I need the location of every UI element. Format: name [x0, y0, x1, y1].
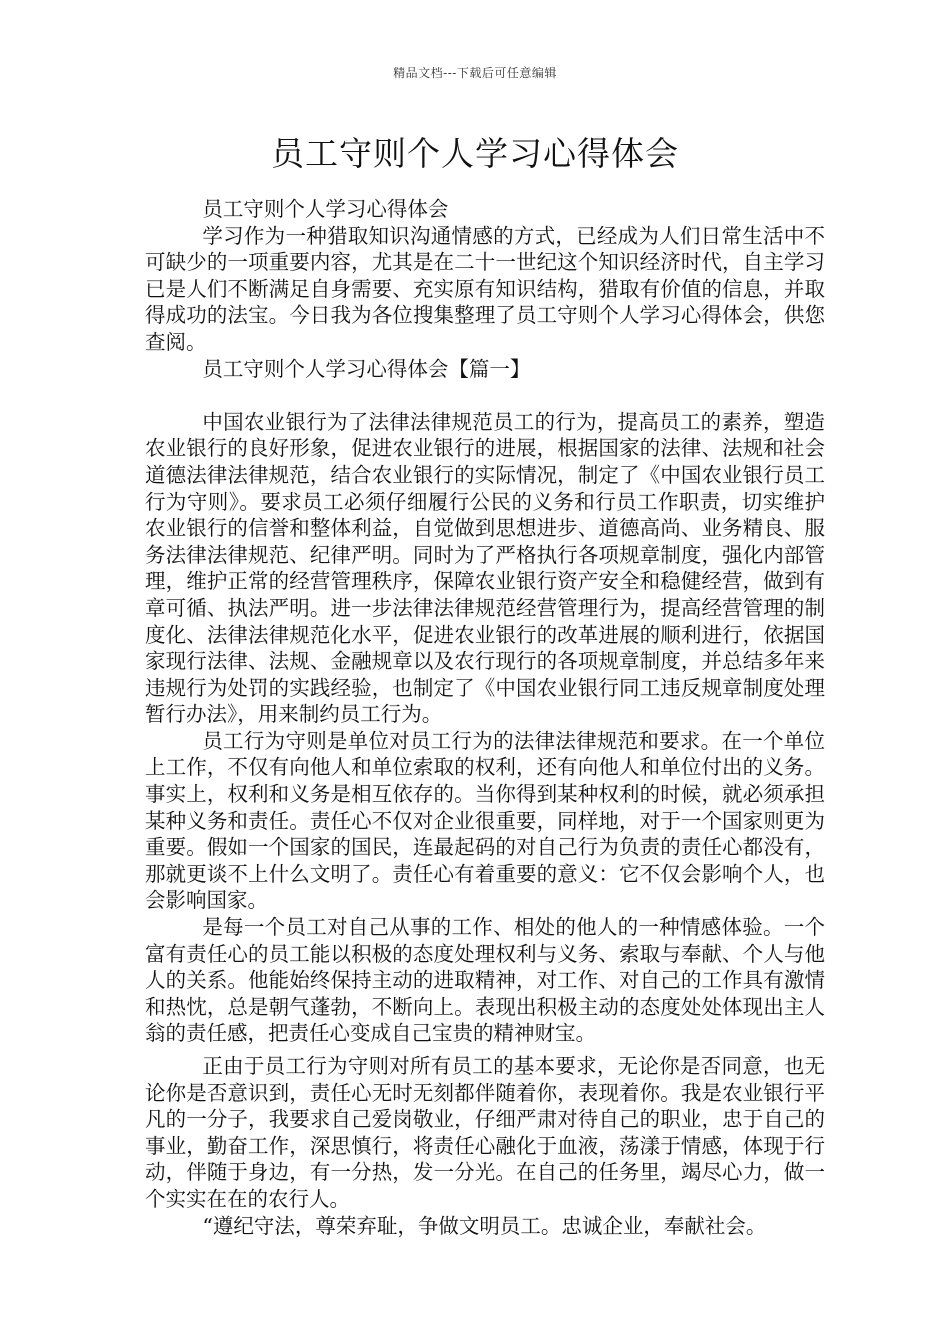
- body-paragraph: “遵纪守法，尊荣弃耻，争做文明员工。忠诚企业，奉献社会。: [202, 1213, 767, 1238]
- body-paragraph: 员工行为守则是单位对员工行为的法律法律规范和要求。在一个单位上工作，不仅有向他人和单位索取的权利，还有向他人和单位付出的义务。事实上，权利和义务是相互依存的。当你得到某种权利的时候，就必须承担某种义务和责任。责任心不仅对企业很重要，同样地，对于一个国家则更为重要。假如一个国家的国民，连最起码的对自己行为负责的责任心都没有，那就更谈不上什么文明了。责任心有着重要的意义：它不仅会影响个人，也会影响国家。: [145, 728, 825, 913]
- document-title: 员工守则个人学习心得体会: [271, 134, 679, 173]
- body-paragraph: 中国农业银行为了法律法律规范员工的行为，提高员工的素养，塑造农业银行的良好形象，促进农业银行的进展，根据国家的法律、法规和社会道德法律法律规范，结合农业银行的实际情况，制定了《中国农业银行员工行为守则》。要求员工必须仔细履行公民的义务和行员工作职责，切实维护农业银行的信誉和整体利益，自觉做到思想进步、道德高尚、业务精良、服务法律法律规范、纪律严明。同时为了严格执行各项规章制度，强化内部管理，维护正常的经营管理秩序，保障农业银行资产安全和稳健经营，做到有章可循、执法严明。进一步法律法律规范经营管理行为，提高经营管理的制度化、法律法律规范化水平，促进农业银行的改革进展的顺利进行，依据国家现行法律、法规、金融规章以及农行现行的各项规章制度，并总结多年来违规行为处罚的实践经验，也制定了《中国农业银行同工违反规章制度处理暂行办法》，用来制约员工行为。: [145, 409, 825, 727]
- body-paragraph: 正由于员工行为守则对所有员工的基本要求，无论你是否同意，也无论你是否意识到，责任心无时无刻都伴随着你，表现着你。我是农业银行平凡的一分子，我要求自己爱岗敬业，仔细严肃对待自己的职业，忠于自己的事业，勤奋工作，深思慎行，将责任心融化于血液，荡漾于情感，体现于行动，伴随于身边，有一分热，发一分光。在自己的任务里，竭尽心力，做一个实实在在的农行人。: [145, 1054, 825, 1211]
- body-paragraph: 是每一个员工对自己从事的工作、相处的他人的一种情感体验。一个富有责任心的员工能以积极的态度处理权利与义务、索取与奉献、个人与他人的关系。他能始终保持主动的进取精神，对工作、对自己的工作具有激情和热忱，总是朝气蓬勃，不断向上。表现出积极主动的态度处处体现出主人翁的责任感，把责任心变成自己宝贵的精神财宝。: [145, 915, 825, 1046]
- intro-heading: 员工守则个人学习心得体会: [202, 197, 449, 221]
- header-note: 精品文档---下载后可任意编辑: [393, 66, 557, 80]
- intro-paragraph: 学习作为一种猎取知识沟通情感的方式，已经成为人们日常生活中不可缺少的一项重要内容，尤其是在二十一世纪这个知识经济时代，自主学习已是人们不断满足自身需要、充实原有知识结构，猎取有价值的信息，并取得成功的法宝。今日我为各位搜集整理了员工守则个人学习心得体会，供您查阅。: [145, 223, 825, 354]
- section-heading: 员工守则个人学习心得体会【篇一】: [202, 356, 531, 381]
- document-body: [145, 196, 825, 1239]
